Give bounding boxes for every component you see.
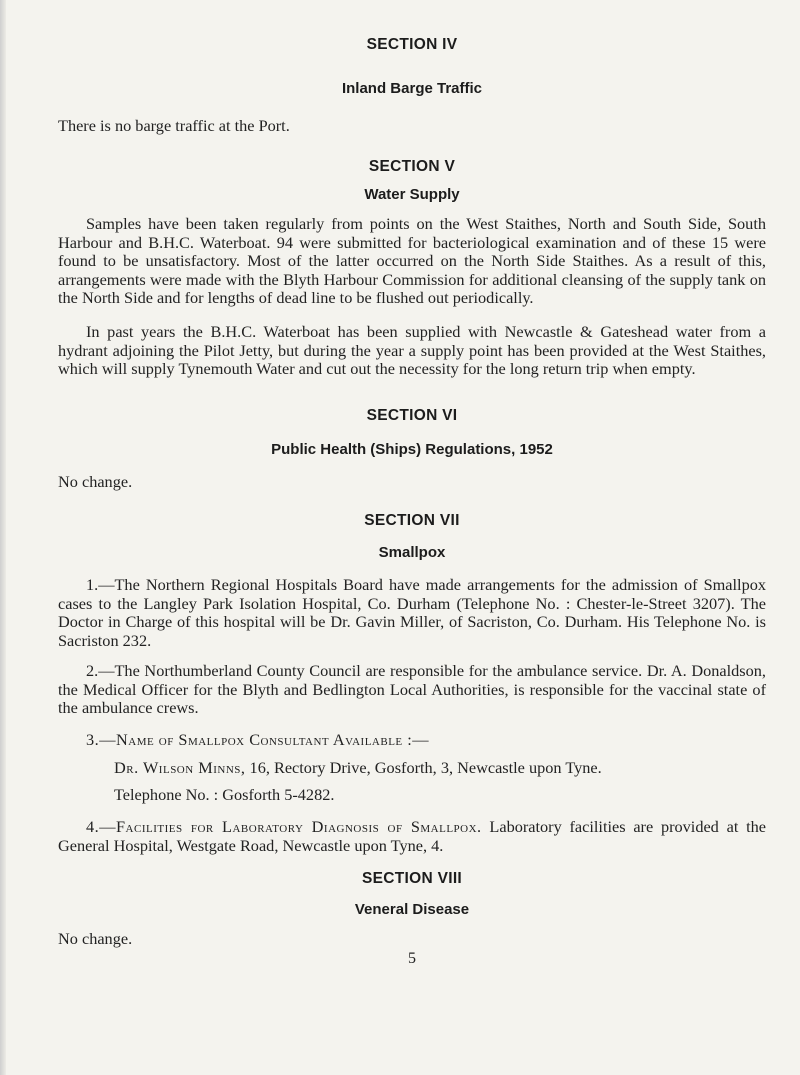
section-iv-title: Inland Barge Traffic: [341, 80, 483, 97]
document-page: [58, 0, 766, 1075]
section-v-paragraph-2: In past years the B.H.C. Waterboat has been supplied with Newcastle & Gateshead water from a hydrant adjoining the Pilot Jetty, but during the year a supply point has been provided at the West Staithes, which will supply Tynemouth Water and cut out the necessity for the long return trip when empty.: [58, 322, 766, 378]
section-v-title: Water Supply: [364, 186, 460, 203]
section-viii-text: No change.: [58, 929, 133, 948]
consultant-telephone: Telephone No. : Gosforth 5-4282.: [114, 785, 335, 804]
section-vi-text: No change.: [58, 472, 133, 491]
consultant-address-text: 16, Rectory Drive, Gosforth, 3, Newcastle upon Tyne.: [245, 758, 602, 777]
section-iv-text: There is no barge traffic at the Port.: [58, 116, 290, 135]
page-number: 5: [408, 950, 416, 967]
section-v-heading: SECTION V: [368, 158, 456, 175]
smallpox-paragraph-2: 2.—The Northumberland County Council are responsible for the ambulance service. Dr. A. Donaldson, the Medical Officer for the Blyth and Bedlington Local Authorities, is responsible for the vaccinal state of the ambulance crews.: [58, 661, 766, 717]
section-viii-heading: SECTION VIII: [361, 870, 463, 887]
section-viii-title: Veneral Disease: [354, 901, 470, 918]
section-vi-title: Public Health (Ships) Regulations, 1952: [271, 441, 553, 458]
section-vi-heading: SECTION VI: [366, 407, 458, 424]
laboratory-label: 4.—Facilities for Laboratory Diagnosis of Smallpox.: [86, 817, 482, 836]
consultant-address: [114, 759, 602, 778]
section-iv-heading: SECTION IV: [366, 36, 458, 53]
laboratory-text: Laboratory facilities are provided at the General Hospital, Westgate Road, Newcastle upon Tyne, 4.: [58, 817, 766, 855]
scan-edge: [0, 0, 6, 1075]
section-vii-title: Smallpox: [378, 544, 446, 561]
section-vii-heading: SECTION VII: [364, 512, 460, 529]
section-v-paragraph-1: Samples have been taken regularly from points on the West Staithes, North and South Side, South Harbour and B.H.C. Waterboat. 94 were submitted for bacteriological examination and of these 15 were found to be unsatisfactory. Most of the latter occurred on the North Side Staithes. As a result of this, arrangements were made with the Blyth Harbour Commission for additional cleansing of the supply tank on the North Side and for lengths of dead line to be flushed out periodically.: [58, 214, 766, 307]
smallpox-paragraph-4: [58, 818, 766, 855]
consultant-name: Dr. Wilson Minns,: [114, 758, 246, 777]
smallpox-paragraph-1: 1.—The Northern Regional Hospitals Board have made arrangements for the admission of Smallpox cases to the Langley Park Isolation Hospital, Co. Durham (Telephone No. : Chester-le-Street 3207). The Doctor in Charge of this hospital will be Dr. Gavin Miller, of Sacriston, Co. Durham. His Telephone No. is Sacriston 232.: [58, 575, 766, 650]
smallpox-consultant-label: 3.—Name of Smallpox Consultant Available :—: [86, 730, 430, 749]
